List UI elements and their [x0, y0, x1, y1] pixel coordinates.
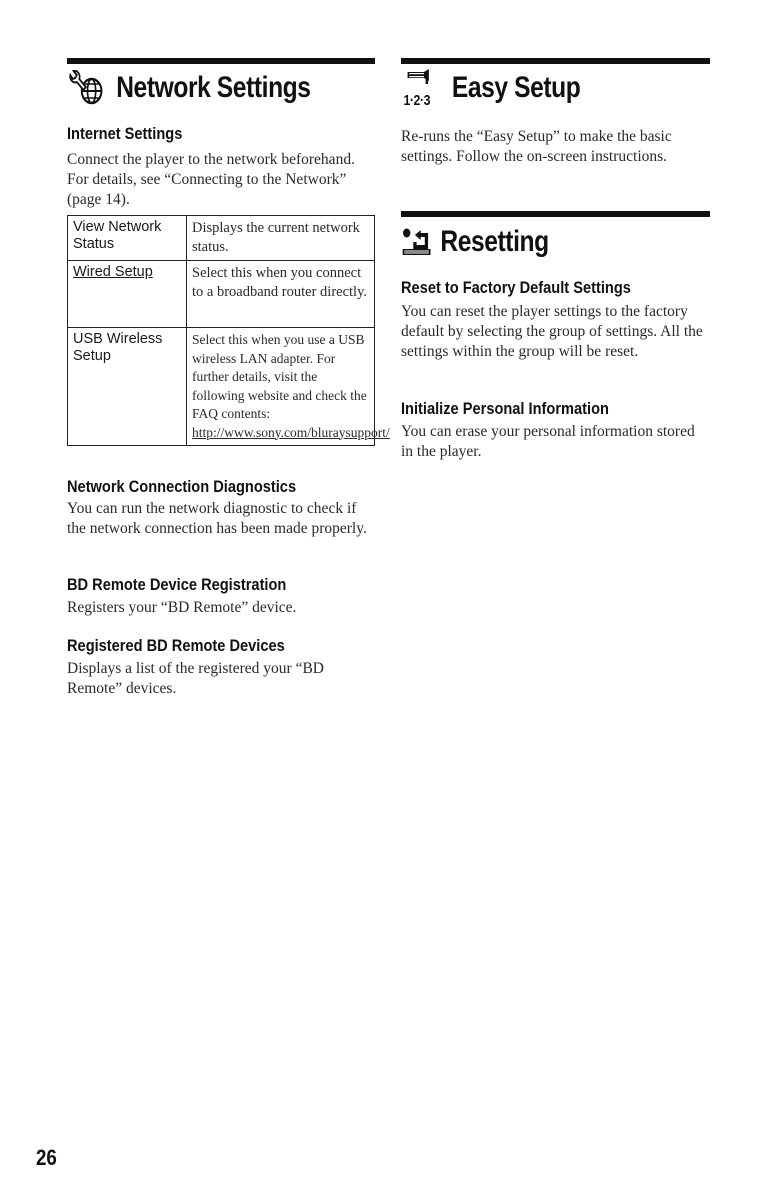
section-rule [67, 58, 375, 64]
reset-icon [401, 227, 432, 257]
table-value [187, 328, 390, 446]
reset-factory-heading: Reset to Factory Default Settings [401, 278, 631, 297]
initialize-personal-heading: Initialize Personal Information [401, 399, 609, 418]
table-row [68, 216, 375, 261]
section-rule [401, 58, 710, 64]
table-key [68, 261, 187, 328]
table-key-text: Wired Setup [73, 264, 153, 280]
bd-remote-registration-heading: BD Remote Device Registration [67, 575, 287, 594]
easy-setup-title-text: Easy Setup [451, 71, 581, 104]
registered-bd-remote-text: Displays a list of the registered your “BD Remote” devices. [67, 660, 324, 697]
network-settings-title [67, 66, 311, 110]
table-value-text: Select this when you use a USB wireless LAN adapter. For further details, visit the following website and check the FAQ contents: [192, 332, 367, 421]
network-settings-title-text: Network Settings [116, 71, 311, 104]
internet-settings-text: Connect the player to the network beforehand. For details, see “Connecting to the Network” (page 14). [67, 151, 355, 208]
easy-setup-title [401, 66, 580, 110]
network-diagnostics-text: You can run the network diagnostic to check if the network connection has been made properly. [67, 500, 367, 537]
table-row [68, 261, 375, 328]
easy-setup-icon [401, 68, 442, 108]
resetting-title [401, 220, 549, 264]
section-rule [401, 211, 710, 217]
easy-setup-text: Re-runs the “Easy Setup” to make the basic settings. Follow the on-screen instructions. [401, 128, 672, 165]
table-value: Select this when you connect to a broadband router directly. [192, 265, 368, 300]
page-number: 26 [36, 1145, 57, 1170]
registered-bd-remote-heading: Registered BD Remote Devices [67, 636, 285, 655]
network-wrench-globe-icon [67, 70, 108, 106]
network-diagnostics-heading: Network Connection Diagnostics [67, 477, 297, 496]
internet-settings-table [67, 215, 390, 446]
table-key: USB Wireless Setup [68, 328, 187, 446]
easy-setup-icon-text: 1·2·3 [403, 91, 431, 108]
bd-remote-registration-text: Registers your “BD Remote” device. [67, 599, 297, 616]
resetting-title-text: Resetting [440, 225, 549, 258]
initialize-personal-text: You can erase your personal information stored in the player. [401, 423, 695, 460]
table-value: Displays the current network status. [192, 220, 360, 255]
internet-settings-heading: Internet Settings [67, 124, 183, 143]
faq-link: http://www.sony.com/bluraysupport/ [192, 424, 390, 440]
table-key: View Network Status [68, 216, 187, 261]
table-row [68, 328, 375, 446]
reset-factory-text: You can reset the player settings to the factory default by selecting the group of settings. All the settings within the group will be reset. [401, 303, 703, 360]
